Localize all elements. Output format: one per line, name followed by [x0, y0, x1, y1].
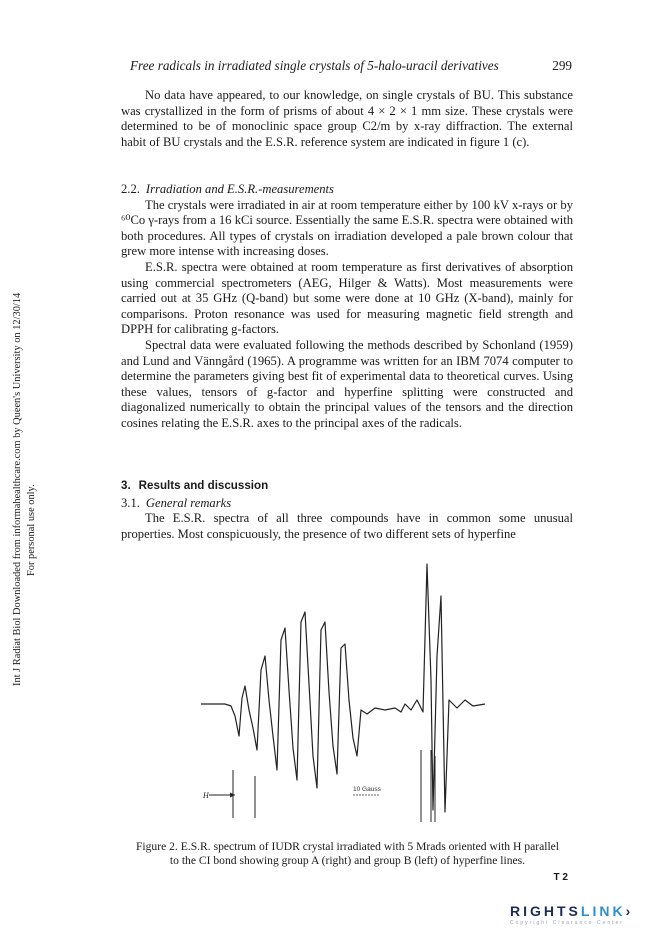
download-watermark: [6, 250, 42, 690]
running-header: [130, 58, 572, 74]
section-heading-2-2: [121, 182, 573, 198]
rightslink-word-link: LINK: [580, 903, 626, 919]
section-number: 3.: [121, 479, 131, 492]
esr-spectrum-trace: [201, 564, 485, 812]
section-number: 3.1.: [121, 495, 140, 510]
caption-line-2: to the CI bond showing group A (right) and group B (left) of hyperfine lines.: [169, 854, 526, 867]
paragraph-5: The E.S.R. spectra of all three compounds have in common some unusual properties. Most conspicuously, the presence of two different sets of hyperfine: [121, 511, 573, 541]
rightslink-word-rights: RIGHTS: [510, 903, 581, 919]
watermark-line-2: For personal use only.: [26, 484, 37, 576]
paragraph-4: Spectral data were evaluated following the methods described by Schonland (1959) and Lund and Vänngård (1965). A programme was written for an IBM 7074 computer to determine the parameters giving best fit of experimental data to theoretical curves. Using these values, tensors of g-factor and hyperfine splitting were constructed and diagonalized numerically to obtain the principal values of the tensors and the direction cosines relating the E.S.R. axes to the principal axes of the radicals.: [121, 337, 573, 430]
paragraph-2: The crystals were irradiated in air at room temperature either by 100 kV x-rays or by ⁶⁰Co γ-rays from a 16 kCi source. Essentially the same E.S.R. spectra were obtained with both procedures. All types of crystals on irradiation developed a pale brown colour that grew more intense with increasing doses.: [121, 197, 573, 259]
rightslink-logo[interactable]: [510, 903, 670, 933]
section-title: Irradiation and E.S.R.-measurements: [145, 182, 334, 196]
section-title: General remarks: [145, 495, 232, 510]
section-heading-3-1: [121, 496, 573, 512]
section-3: [121, 478, 573, 542]
esr-spectrum-figure: [195, 560, 495, 832]
figure-caption: [120, 840, 575, 868]
body-text-top: [121, 88, 573, 150]
paragraph-1: No data have appeared, to our knowledge, on single crystals of BU. This substance was crystallized in the form of prisms of about 4 × 2 × 1 mm size. These crystals were determined to be of monoclinic space group C2/m by x-ray diffraction. The external habit of BU crystals and the E.S.R. reference system are indicated in figure 1 (c).: [121, 88, 573, 149]
section-number: 2.2.: [121, 182, 140, 196]
scale-bar-label: 10 Gauss: [353, 786, 381, 793]
field-direction-label: H: [203, 791, 209, 800]
paragraph-3: E.S.R. spectra were obtained at room temperature as first derivatives of absorption using commercial spectrometers (AEG, Hilger & Watts). Most measurements were carried out at 35 GHz (Q-band) but some were done at 10 GHz (X-band), mainly for comparisons. Proton resonance was used for measuring magnetic field strength and DPPH for calibrating g-factors.: [121, 259, 573, 337]
page-number: 299: [552, 58, 572, 73]
section-title: Results and discussion: [138, 479, 269, 492]
rightslink-arrow-icon: ›: [625, 903, 634, 919]
section-heading-3: [121, 478, 573, 494]
running-title: Free radicals in irradiated single crystals of 5-halo-uracil derivatives: [130, 58, 499, 73]
watermark-line-1: Int J Radiat Biol Downloaded from informahealthcare.com by Queen's University on 12/30/14: [12, 292, 23, 686]
figure-tag: T 2: [553, 872, 568, 883]
rightslink-subtitle: Copyright Clearance Center: [510, 920, 624, 926]
rightslink-wordmark: [510, 903, 670, 919]
section-2-2: [121, 182, 573, 432]
caption-line-1: Figure 2. E.S.R. spectrum of IUDR crystal irradiated with 5 Mrads oriented with H parallel: [135, 840, 560, 853]
